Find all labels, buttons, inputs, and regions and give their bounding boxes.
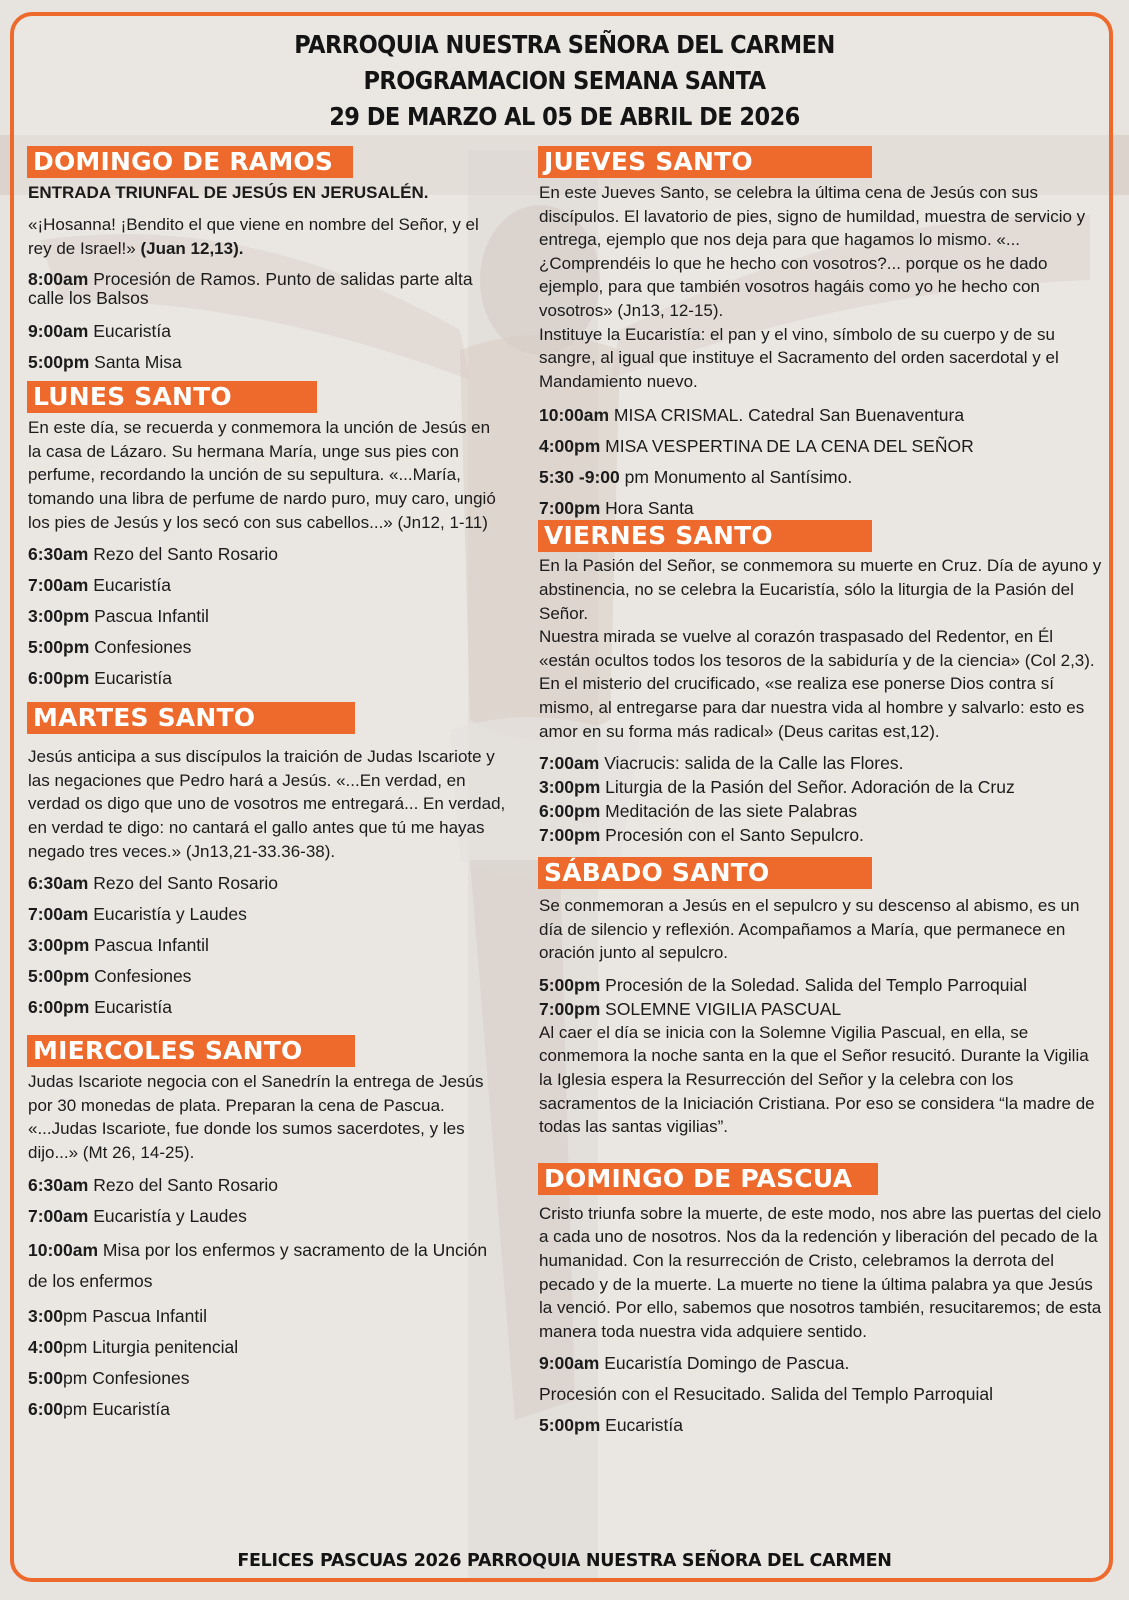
schedule-item (28, 270, 507, 308)
header-dates: 29 DE MARZO AL 05 DE ABRIL DE 2026 (329, 102, 800, 131)
header (56, 27, 1072, 135)
schedule-time: 5:00pm (28, 352, 90, 373)
schedule-item (539, 973, 1103, 997)
schedule-time: 5:00 (28, 1367, 64, 1388)
schedule-text: Pascua Infantil (89, 606, 209, 627)
schedule-time: 4:00pm (539, 436, 601, 457)
schedule-time: 7:00pm (539, 498, 601, 519)
schedule-text: Eucaristía y Laudes (88, 904, 247, 925)
schedule-text: Viacrucis: salida de la Calle las Flores. (599, 753, 904, 774)
schedule-text: Confesiones (89, 966, 192, 987)
schedule-time-suffix: pm (63, 1367, 88, 1388)
section-text: En la Pasión del Señor, se conmemora su muerte en Cruz. Día de ayuno y abstinencia, no se celebra la Eucaristía, sólo la liturgia de la Pasión del Señor. (539, 556, 1102, 623)
schedule-item (539, 775, 1103, 799)
schedule-time: 3:00pm (539, 777, 601, 798)
schedule-time-suffix: pm (63, 1398, 88, 1419)
schedule-item (28, 871, 507, 895)
schedule-item (28, 350, 507, 374)
schedule-text: Eucaristía (89, 668, 172, 689)
schedule-text: Eucaristía (600, 1415, 683, 1436)
schedule-text: Eucaristía Domingo de Pascua. (599, 1353, 850, 1374)
schedule-text: Liturgia penitencial (87, 1336, 239, 1357)
schedule-item (28, 1304, 507, 1328)
schedule-item (539, 823, 1103, 847)
section-text: Instituye la Eucaristía: el pan y el vino, símbolo de su cuerpo y de su sangre, al igual que instituye el Sacramento del orden sacerdotal y el Mandamiento nuevo. (539, 324, 1059, 391)
schedule-time: 7:00pm (539, 998, 601, 1019)
schedule-text: Liturgia de la Pasión del Señor. Adoración de la Cruz (600, 777, 1015, 798)
section-domingo-pascua (538, 1163, 1103, 1438)
quote-text: «¡Hosanna! ¡Bendito el que viene en nombre del Señor, y el rey de Israel!» (28, 215, 479, 258)
schedule-time: 8:00am (28, 269, 89, 290)
schedule-text: Eucaristía (88, 321, 172, 342)
schedule-item (539, 799, 1103, 823)
schedule-text: Eucaristía (89, 997, 172, 1018)
header-program: PROGRAMACION SEMANA SANTA (363, 66, 766, 95)
schedule-time: 3:00 (28, 1305, 64, 1326)
schedule-item (539, 1413, 1103, 1437)
schedule-item (28, 933, 507, 957)
schedule-item (539, 997, 1103, 1021)
schedule-text: Confesiones (87, 1367, 190, 1388)
schedule-text: Confesiones (89, 637, 192, 658)
schedule-item (28, 1235, 507, 1297)
section-miercoles-santo (27, 1035, 507, 1420)
section-title: MARTES SANTO (27, 702, 355, 734)
schedule-item (539, 1351, 1103, 1375)
schedule-time-suffix: pm (63, 1305, 88, 1326)
schedule-time: 9:00am (539, 1353, 600, 1374)
schedule-item (539, 751, 1103, 775)
schedule-time: 5:00pm (539, 1415, 601, 1436)
schedule-item (28, 1397, 507, 1421)
schedule-text: MISA CRISMAL. Catedral San Buenaventura (609, 405, 965, 426)
schedule-item (28, 1204, 507, 1228)
schedule-text: Rezo del Santo Rosario (88, 873, 279, 894)
left-column (27, 146, 507, 1428)
section-sabado-santo (538, 857, 1103, 1139)
schedule-text: Hora Santa (600, 498, 694, 519)
schedule-time: 10:00am (539, 405, 610, 426)
schedule-time: 5:00pm (28, 637, 90, 658)
section-text: En este Jueves Santo, se celebra la última cena de Jesús con sus discípulos. El lavatorio de pies, signo de humildad, muestra de servicio y entrega, ejemplo que nos deja para que hagamos lo mismo. «... ¿Comprendéis lo que he hecho con vosotros?... porque os he dado ejemplo, para que también vosotros hagáis como yo he hecho con vosotros» (Jn13, 12-15). (539, 183, 1086, 320)
schedule-text: Procesión de la Soledad. Salida del Templo Parroquial (600, 974, 1028, 995)
schedule-item (28, 542, 507, 566)
schedule-time: 10:00am (28, 1239, 99, 1260)
schedule-text: Eucaristía (88, 575, 172, 596)
section-title: VIERNES SANTO (538, 520, 872, 552)
schedule-item (539, 403, 1103, 427)
section-text: Nuestra mirada se vuelve al corazón traspasado del Redentor, en Él «están ocultos todos los tesoros de la sabiduría y de la ciencia» (Col 2,3). En el misterio del crucificado, «se realiza ese ponerse Dios contra sí mismo, al entregarse para dar nuestra vida al hombre y salvarlo: esto es amor en su forma más radical» (Deus caritas est,12). (539, 627, 1095, 741)
schedule-item: Procesión con el Resucitado. Salida del Templo Parroquial (539, 1384, 993, 1405)
schedule-item (28, 635, 507, 659)
schedule-time: 6:00pm (539, 801, 601, 822)
section-text: Judas Iscariote negocia con el Sanedrín la entrega de Jesús por 30 monedas de plata. Preparan la cena de Pascua. «...Judas Iscariote, fue donde los sumos sacerdotes, y les dijo...» (Mt 26, 14-25). (28, 1072, 484, 1162)
schedule-time: 9:00am (28, 321, 89, 342)
section-subtitle: ENTRADA TRIUNFAL DE JESÚS EN JERUSALÉN. (28, 183, 429, 202)
schedule-time: 4:00 (28, 1336, 64, 1357)
schedule-text: Misa por los enfermos y sacramento de la Unción de los enfermos (28, 1239, 488, 1291)
schedule-text: Meditación de las siete Palabras (600, 801, 858, 822)
schedule-item (28, 1366, 507, 1390)
schedule-time: 3:00pm (28, 935, 90, 956)
schedule-text: Eucaristía (87, 1398, 171, 1419)
footer: FELICES PASCUAS 2026 PARROQUIA NUESTRA SEÑORA DEL CARMEN (237, 1551, 892, 1571)
schedule-text: Rezo del Santo Rosario (88, 544, 279, 565)
schedule-item (28, 604, 507, 628)
schedule-item (539, 465, 1103, 489)
schedule-item (539, 496, 1103, 520)
section-text: En este día, se recuerda y conmemora la unción de Jesús en la casa de Lázaro. Su hermana María, unge sus pies con perfume, recordando la unción de su sepultura. «...María, tomando una libra de perfume de nardo puro, muy caro, ungió los pies de Jesús y los secó con sus cabellos...» (Jn12, 1-11) (28, 418, 496, 532)
schedule-item (28, 319, 507, 343)
schedule-time: 6:00pm (28, 668, 90, 689)
schedule-item (28, 902, 507, 926)
schedule-text: Procesión de Ramos. Punto de salidas parte alta calle los Balsos (28, 269, 473, 309)
schedule-time: 6:30am (28, 544, 89, 565)
section-title: MIERCOLES SANTO (27, 1035, 355, 1067)
schedule-text: Procesión con el Santo Sepulcro. (600, 825, 864, 846)
schedule-text: MISA VESPERTINA DE LA CENA DEL SEÑOR (600, 436, 974, 457)
quote-reference: (Juan 12,13). (140, 238, 244, 258)
section-martes-santo (27, 702, 507, 1019)
schedule-item (28, 964, 507, 988)
section-text: Cristo triunfa sobre la muerte, de este modo, nos abre las puertas del cielo a cada uno de nosotros. Nos da la redención y liberación del pecado de la humanidad. Con la resurrección de Cristo, celebramos la derrota del pecado y de la muerte. La muerte no tiene la última palabra ya que Jesús la venció. Por ello, sabemos que nosotros también, resucitaremos; de esta manera toda nuestra vida adquiere sentido. (539, 1203, 1102, 1341)
schedule-time: 7:00pm (539, 825, 601, 846)
section-title: DOMINGO DE RAMOS (27, 146, 353, 178)
section-title: JUEVES SANTO (538, 146, 872, 178)
schedule-text: Santa Misa (89, 352, 182, 373)
section-title: SÁBADO SANTO (538, 857, 872, 889)
section-text: Se conmemoran a Jesús en el sepulcro y su descenso al abismo, es un día de silencio y reflexión. Acompañamos a María, que permanece en oración junto al sepulcro. (539, 896, 1080, 963)
schedule-item (28, 1335, 507, 1359)
schedule-item (28, 666, 507, 690)
section-title: LUNES SANTO (27, 381, 317, 413)
section-text: Al caer el día se inicia con la Solemne Vigilia Pascual, en ella, se conmemora la noche santa en la que el Señor resucitó. Durante la Vigilia la Iglesia espera la Resurrección del Señor y la celebra con los sacramentos de la Iniciación Cristiana. Por eso se considera “la madre de todas las santas vigilias”. (539, 1022, 1095, 1137)
schedule-item (28, 1173, 507, 1197)
section-text: Jesús anticipa a sus discípulos la traición de Judas Iscariote y las negaciones que Pedro hará a Jesús. «...En verdad, en verdad os digo que uno de vosotros me entregará... En verdad, en verdad te digo: no cantará el gallo antes que tú me hayas negado tres veces.» (Jn13,21-33.36-38). (28, 747, 506, 861)
schedule-item (28, 573, 507, 597)
schedule-time: 7:00am (28, 575, 89, 596)
schedule-text: Pascua Infantil (87, 1305, 207, 1326)
schedule-text: Eucaristía y Laudes (88, 1205, 247, 1226)
section-jueves-santo (538, 146, 1103, 520)
section-lunes-santo (27, 381, 507, 690)
schedule-time: 6:00 (28, 1398, 64, 1419)
section-quote (28, 213, 507, 260)
schedule-time: 5:00pm (539, 974, 601, 995)
schedule-text: pm Monumento al Santísimo. (619, 467, 853, 488)
header-parish: PARROQUIA NUESTRA SEÑORA DEL CARMEN (294, 30, 835, 59)
schedule-time: 7:00am (539, 753, 600, 774)
schedule-time: 3:00pm (28, 606, 90, 627)
schedule-time-suffix: pm (63, 1336, 88, 1357)
section-viernes-santo (538, 520, 1103, 847)
schedule-item (28, 995, 507, 1019)
schedule-time: 6:30am (28, 1174, 89, 1195)
schedule-time: 7:00am (28, 904, 89, 925)
schedule-time: 5:00pm (28, 966, 90, 987)
schedule-text: Rezo del Santo Rosario (88, 1174, 279, 1195)
schedule-time: 6:00pm (28, 997, 90, 1018)
right-column (538, 146, 1103, 1444)
schedule-text: SOLEMNE VIGILIA PASCUAL (600, 998, 842, 1019)
schedule-time: 7:00am (28, 1205, 89, 1226)
schedule-text: Pascua Infantil (89, 935, 209, 956)
schedule-time: 5:30 -9:00 (539, 467, 620, 488)
section-domingo-ramos (27, 146, 507, 374)
section-title: DOMINGO DE PASCUA (538, 1163, 878, 1195)
schedule-time: 6:30am (28, 873, 89, 894)
schedule-item (539, 434, 1103, 458)
